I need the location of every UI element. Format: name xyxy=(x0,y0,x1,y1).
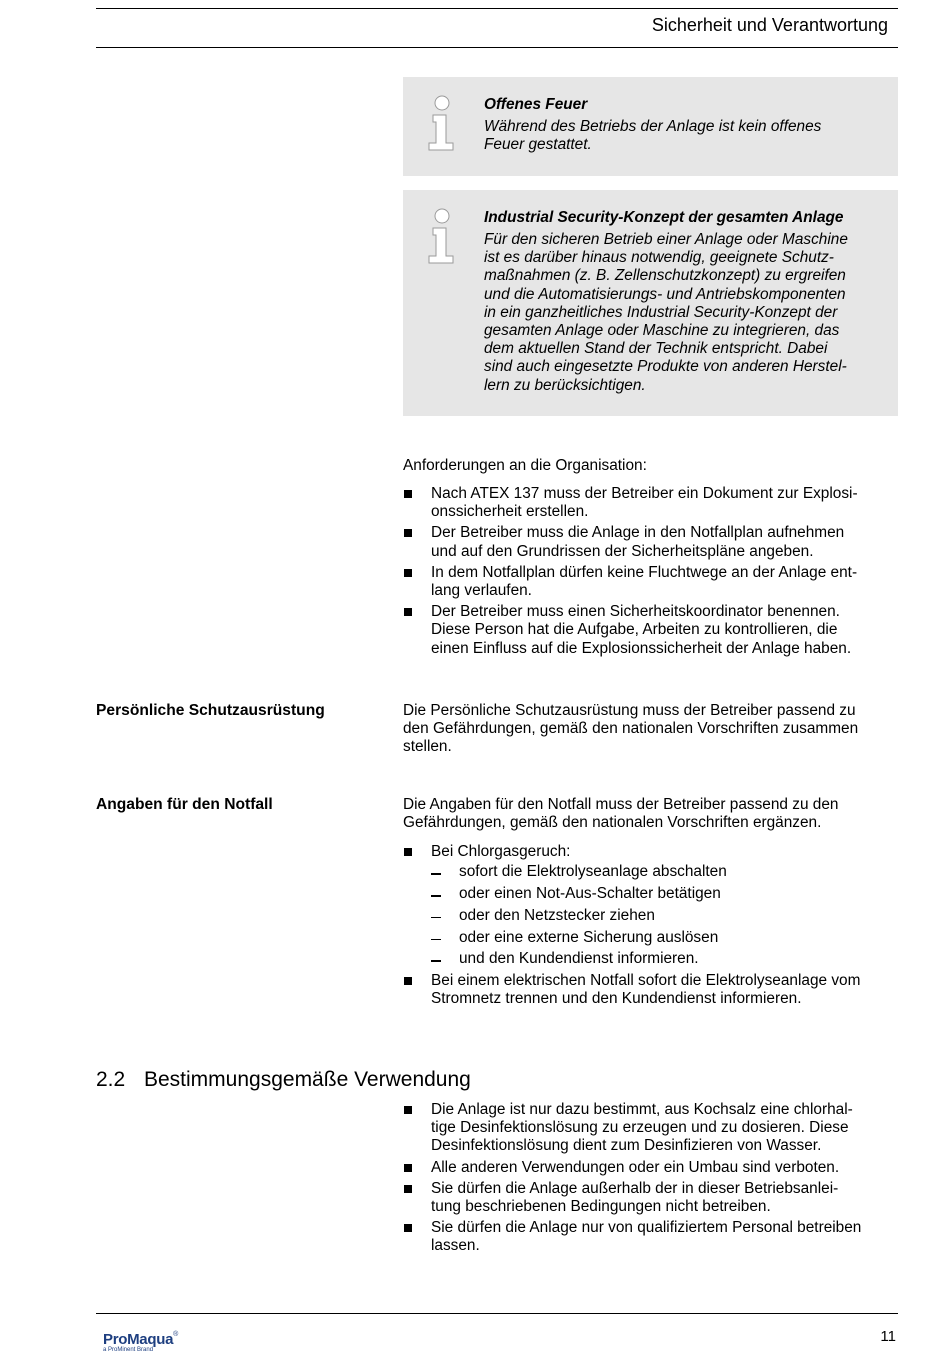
logo-tagline: a ProMinent Brand xyxy=(103,1347,154,1353)
dash-list-item: sofort die Elektrolyseanlage abschalten xyxy=(431,863,898,881)
square-bullet-icon xyxy=(404,569,412,577)
note-body xyxy=(484,118,882,154)
paragraph-line: stellen. xyxy=(403,738,452,756)
list-item-line: Alle anderen Verwendungen oder ein Umbau sind verboten. xyxy=(431,1158,840,1176)
note-line: in ein ganzheitliches Industrial Security-Konzept der xyxy=(484,303,838,321)
psa-paragraph xyxy=(403,702,898,757)
list-item xyxy=(403,485,898,521)
dash-list-item: oder den Netzstecker ziehen xyxy=(431,907,898,925)
dash-bullet-icon xyxy=(431,960,441,962)
footer-rule xyxy=(96,1313,898,1314)
note-title: Industrial Security-Konzept der gesamten Anlage xyxy=(484,209,844,226)
dash-bullet-icon xyxy=(431,873,441,875)
dash-list-item: und den Kundendienst informieren. xyxy=(431,950,898,968)
note-line: sind auch eingesetzte Produkte von anderen Herstel- xyxy=(484,358,847,376)
list-item-line: Nach ATEX 137 muss der Betreiber ein Dokument zur Explosi- xyxy=(431,485,858,502)
section-title: Bestimmungsgemäße Verwendung xyxy=(144,1068,471,1091)
paragraph-line: Die Persönliche Schutzausrüstung muss der Betreiber passend zu xyxy=(403,702,856,719)
list-item-line: Bei Chlorgasgeruch: xyxy=(431,843,571,860)
emergency-list xyxy=(403,843,898,1012)
list-item-line: Sie dürfen die Anlage außerhalb der in dieser Betriebsanlei- xyxy=(431,1179,839,1197)
list-item-line: Die Anlage ist nur dazu bestimmt, aus Kochsalz eine chlorhal- xyxy=(431,1101,853,1118)
list-item-line: einen Einfluss auf die Explosionssicherheit der Anlage haben. xyxy=(431,639,852,657)
square-bullet-icon xyxy=(404,1164,412,1172)
list-item xyxy=(403,1180,898,1216)
logo-registered-mark: ® xyxy=(173,1331,179,1338)
note-line: und die Automatisierungs- und Antriebskomponenten xyxy=(484,285,846,303)
emergency-paragraph xyxy=(403,796,898,832)
logo-wordmark: ProMaqua xyxy=(103,1331,174,1348)
square-bullet-icon xyxy=(404,1185,412,1193)
list-item xyxy=(403,524,898,560)
list-item-line: Sie dürfen die Anlage nur von qualifiziertem Personal betreiben xyxy=(431,1219,862,1237)
dash-list-item: oder einen Not-Aus-Schalter betätigen xyxy=(431,885,898,903)
list-item xyxy=(403,564,898,600)
square-bullet-icon xyxy=(404,848,412,856)
note-box-open-fire xyxy=(403,77,898,176)
list-item-line: In dem Notfallplan dürfen keine Fluchtwege an der Anlage ent- xyxy=(431,563,858,581)
list-item-line: tige Desinfektionslösung zu erzeugen und zu dosieren. Diese xyxy=(431,1119,849,1137)
promaqua-logo xyxy=(103,1331,178,1353)
info-icon xyxy=(425,95,459,155)
dash-list-item: oder eine externe Sicherung auslösen xyxy=(431,929,898,947)
side-heading-emergency: Angaben für den Notfall xyxy=(96,796,273,813)
square-bullet-icon xyxy=(404,529,412,537)
note-box-industrial-security xyxy=(403,190,898,416)
list-item-line: Bei einem elektrischen Notfall sofort die Elektrolyseanlage vom xyxy=(431,972,861,990)
square-bullet-icon xyxy=(404,1224,412,1232)
list-item-line: Der Betreiber muss einen Sicherheitskoordinator benennen. xyxy=(431,603,840,621)
side-heading-psa: Persönliche Schutzausrüstung xyxy=(96,702,325,719)
note-title: Offenes Feuer xyxy=(484,96,588,113)
list-item-line: lang verlaufen. xyxy=(431,582,532,600)
organisation-list xyxy=(403,485,898,661)
dash-bullet-icon xyxy=(431,917,441,919)
list-item-line: Diese Person hat die Aufgabe, Arbeiten zu kontrollieren, die xyxy=(431,621,838,639)
note-line: ist es darüber hinaus notwendig, geeignete Schutz- xyxy=(484,249,834,267)
note-line: lern zu berücksichtigen. xyxy=(484,376,646,394)
list-item-line: Desinfektionslösung dient zum Desinfizieren von Wasser. xyxy=(431,1137,822,1155)
note-body xyxy=(484,231,882,395)
list-item xyxy=(403,1159,898,1177)
header-bottom-rule xyxy=(96,47,898,48)
paragraph-line: Gefährdungen, gemäß den nationalen Vorschriften ergänzen. xyxy=(403,814,822,832)
list-item-line: lassen. xyxy=(431,1237,480,1255)
list-item xyxy=(403,1219,898,1255)
note-line: dem aktuellen Stand der Technik entspricht. Dabei xyxy=(484,340,828,358)
list-item-line: Der Betreiber muss die Anlage in den Notfallplan aufnehmen xyxy=(431,524,845,542)
dash-bullet-icon xyxy=(431,939,441,941)
page-number: 11 xyxy=(880,1328,896,1345)
intended-use-list xyxy=(403,1101,898,1259)
paragraph-line: den Gefährdungen, gemäß den nationalen Vorschriften zusammen xyxy=(403,720,859,738)
square-bullet-icon xyxy=(404,608,412,616)
list-item xyxy=(403,1101,898,1156)
info-icon xyxy=(425,208,459,268)
square-bullet-icon xyxy=(404,1106,412,1114)
section-heading xyxy=(96,1067,471,1093)
section-number: 2.2 xyxy=(96,1068,126,1091)
note-line: Feuer gestattet. xyxy=(484,136,592,154)
note-line: gesamten Anlage oder Maschine zu integrieren, das xyxy=(484,322,840,340)
list-item xyxy=(403,603,898,658)
list-item xyxy=(403,972,898,1008)
running-header-title: Sicherheit und Verantwortung xyxy=(651,15,888,35)
note-line: Während des Betriebs der Anlage ist kein offenes xyxy=(484,118,822,135)
note-line: maßnahmen (z. B. Zellenschutzkonzept) zu ergreifen xyxy=(484,267,846,285)
square-bullet-icon xyxy=(404,490,412,498)
header-top-rule xyxy=(96,8,898,9)
dash-bullet-icon xyxy=(431,895,441,897)
list-item-line: und auf den Grundrissen der Sicherheitspläne angeben. xyxy=(431,542,814,560)
paragraph-line: Die Angaben für den Notfall muss der Betreiber passend zu den xyxy=(403,796,839,813)
square-bullet-icon xyxy=(404,977,412,985)
note-line: Für den sicheren Betrieb einer Anlage oder Maschine xyxy=(484,231,848,248)
list-item-line: onssicherheit erstellen. xyxy=(431,503,589,521)
organisation-intro: Anforderungen an die Organisation: xyxy=(403,457,647,474)
list-item-line: Stromnetz trennen und den Kundendienst informieren. xyxy=(431,990,802,1008)
list-item xyxy=(403,843,898,969)
list-item-line: tung beschriebenen Bedingungen nicht betreiben. xyxy=(431,1198,771,1216)
chlorine-steps-list xyxy=(431,863,898,968)
